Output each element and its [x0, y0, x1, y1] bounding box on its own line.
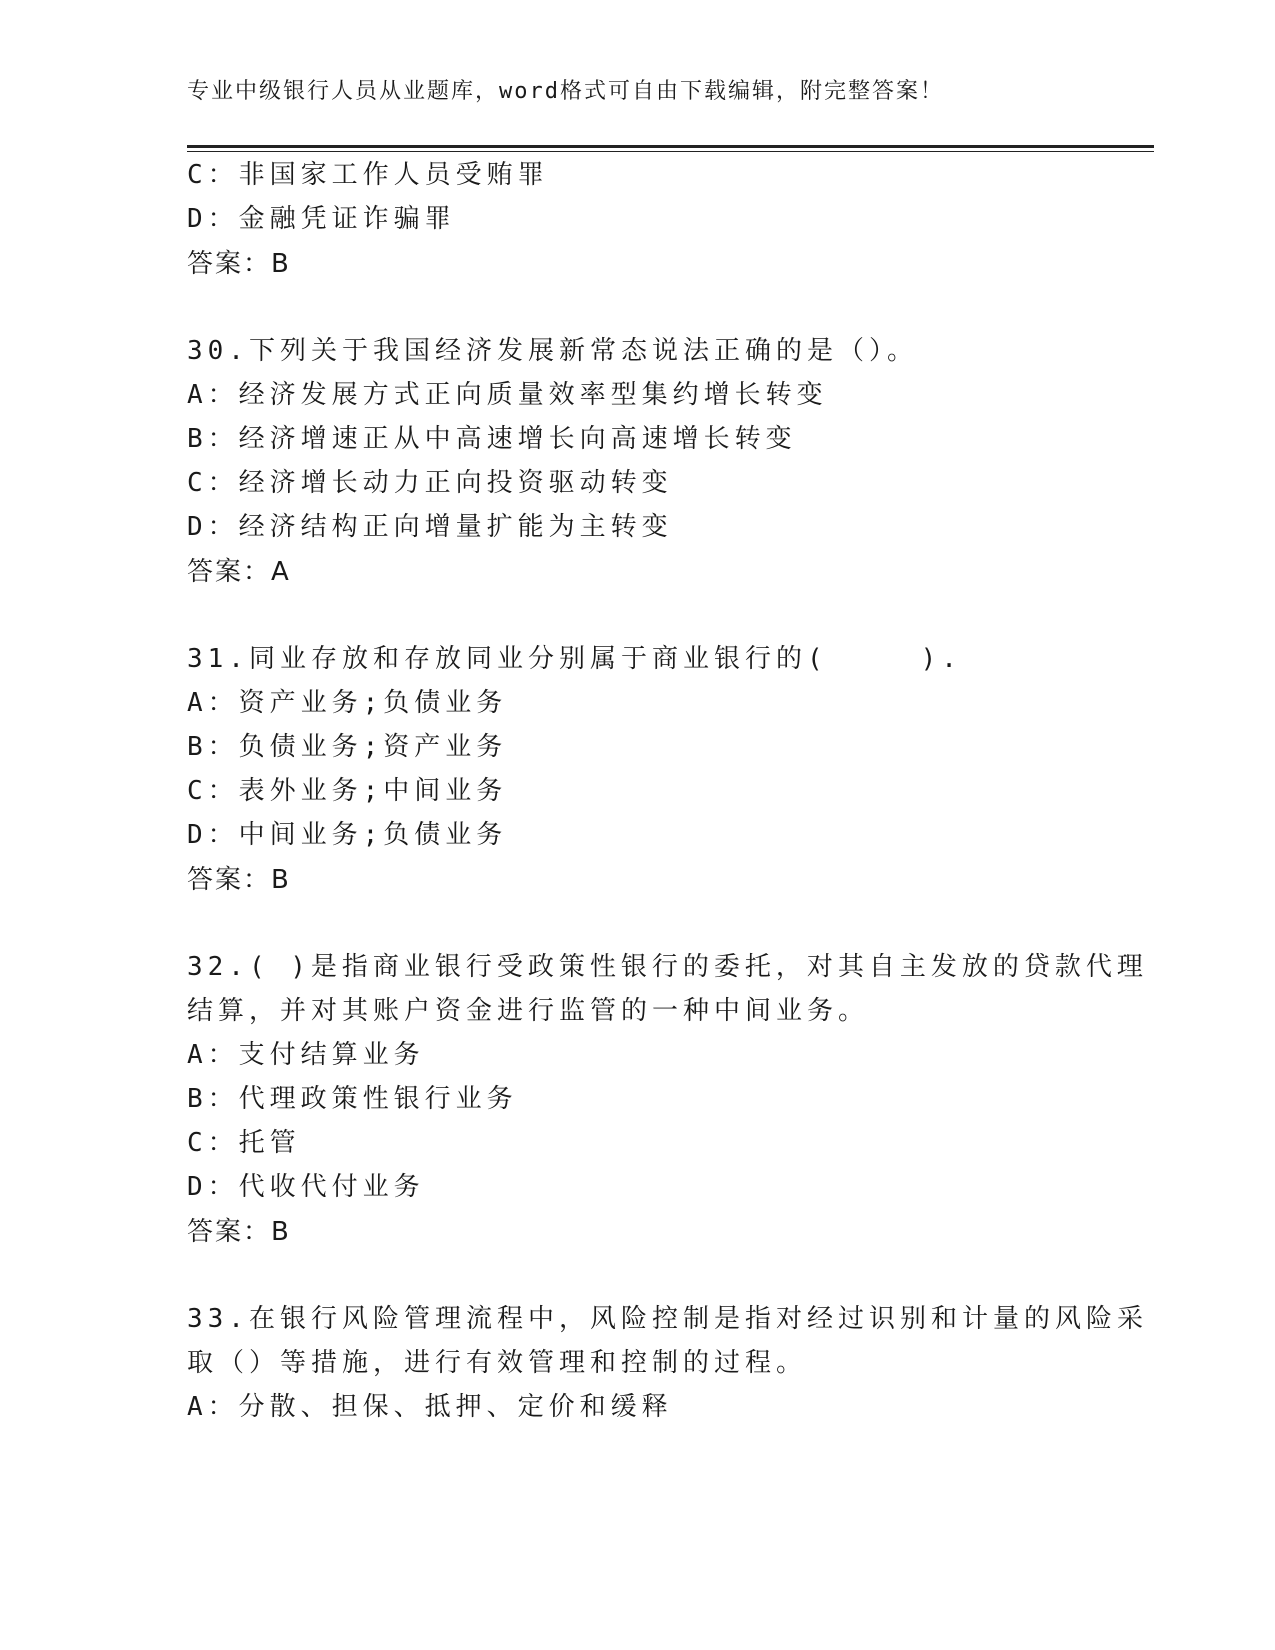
header-rule-thick — [187, 145, 1154, 148]
option-d: D：中间业务;负债业务 — [187, 820, 508, 850]
option-d: D：金融凭证诈骗罪 — [187, 204, 456, 234]
question-32: 32.( )是指商业银行受政策性银行的委托，对其自主发放的贷款代理 — [187, 952, 1148, 982]
answer-line: 答案：B — [187, 1217, 291, 1247]
question-32-continued: 结算，并对其账户资金进行监管的一种中间业务。 — [187, 996, 870, 1026]
question-31: 31.同业存放和存放同业分别属于商业银行的( ). — [187, 644, 962, 674]
answer-line: 答案：B — [187, 865, 291, 895]
answer-line: 答案：B — [187, 249, 291, 279]
option-a: A：资产业务;负债业务 — [187, 688, 508, 718]
header-rule-thin — [187, 151, 1154, 152]
option-c: C：非国家工作人员受贿罪 — [187, 160, 549, 190]
answer-line: 答案：A — [187, 557, 291, 587]
option-c: C：表外业务;中间业务 — [187, 776, 508, 806]
question-30: 30.下列关于我国经济发展新常态说法正确的是（）。 — [187, 336, 918, 366]
option-a: A：支付结算业务 — [187, 1040, 425, 1070]
option-c: C：经济增长动力正向投资驱动转变 — [187, 468, 673, 498]
page-header: 专业中级银行人员从业题库，word格式可自由下载编辑，附完整答案！ — [187, 79, 944, 104]
question-33: 33.在银行风险管理流程中，风险控制是指对经过识别和计量的风险采 — [187, 1304, 1148, 1334]
question-33-continued: 取（）等措施，进行有效管理和控制的过程。 — [187, 1348, 808, 1378]
option-b: B：经济增速正从中高速增长向高速增长转变 — [187, 424, 797, 454]
option-a: A：经济发展方式正向质量效率型集约增长转变 — [187, 380, 828, 410]
option-b: B：代理政策性银行业务 — [187, 1084, 518, 1114]
option-c: C：托管 — [187, 1128, 301, 1158]
option-b: B：负债业务;资产业务 — [187, 732, 508, 762]
option-d: D：经济结构正向增量扩能为主转变 — [187, 512, 673, 542]
option-d: D：代收代付业务 — [187, 1172, 425, 1202]
option-a: A：分散、担保、抵押、定价和缓释 — [187, 1392, 673, 1422]
